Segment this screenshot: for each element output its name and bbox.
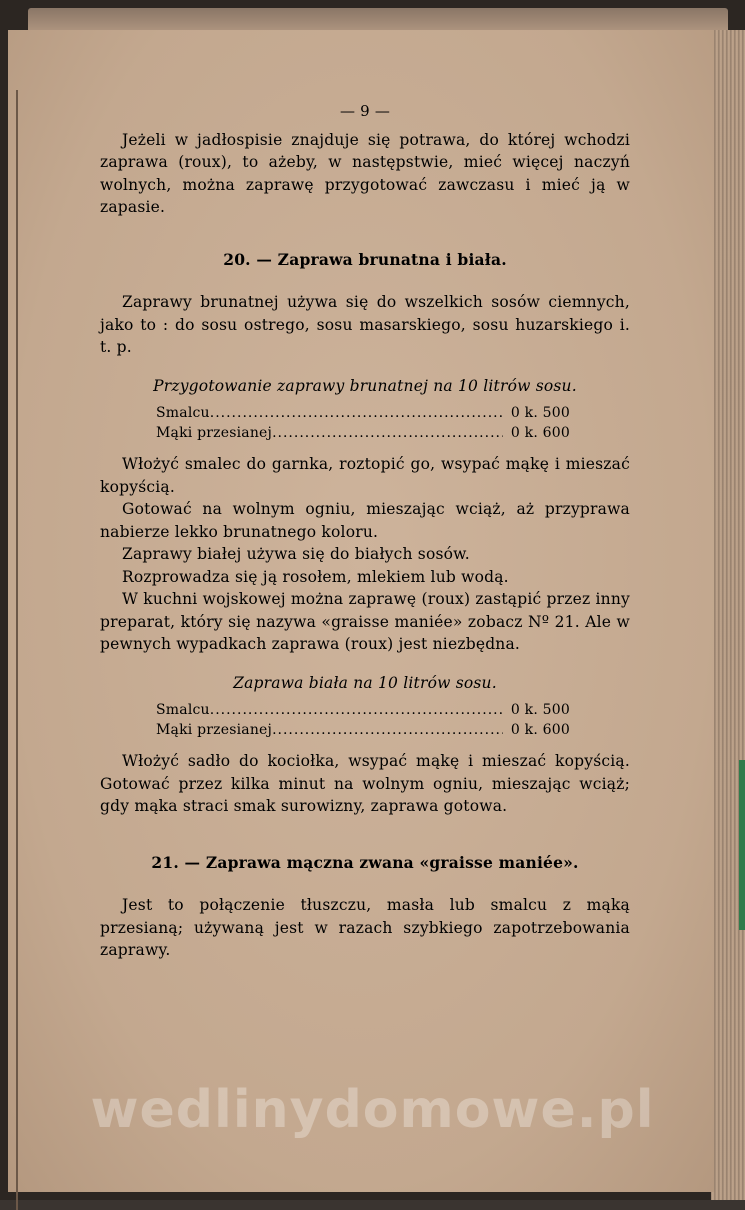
section-21-heading: [100, 852, 630, 875]
ingredient-row: [156, 403, 570, 423]
ingredient-quantity: 0 k. 600: [510, 722, 570, 738]
section-20-heading: [100, 249, 630, 272]
page-gutter: [16, 90, 24, 1210]
page-stack-edge: [711, 30, 745, 1200]
section-20-paragraph-5: Rozprowadza się ją rosołem, mlekiem lub wodą.: [122, 567, 509, 586]
leader-dots: [272, 720, 503, 740]
ingredient-row: [156, 423, 570, 443]
section-20-paragraph-3: Gotować na wolnym ogniu, mieszając wciąż, aż przyprawa nabierze lekko brunatnego koloru.: [100, 500, 630, 541]
bookmark-strip: [739, 760, 745, 930]
section-spacer: [100, 818, 630, 852]
ingredient-name: Smalcu: [156, 702, 210, 718]
section-20-paragraph-2: Włożyć smalec do garnka, roztopić go, wsypać mąkę i mieszać kopyścią.: [100, 455, 630, 496]
section-20-paragraph-1: Zaprawy brunatnej używa się do wszelkich sosów ciemnych, jako to : do sosu ostrego, sosu masarskiego, sosu huzarskiego i. t. p.: [100, 293, 630, 356]
page-content: [100, 100, 630, 962]
recipe-white-ingredients: [156, 700, 630, 740]
recipe-white-title: Zaprawa biała na 10 litrów sosu.: [233, 673, 497, 692]
ingredient-quantity: 0 k. 500: [510, 702, 570, 718]
ingredient-quantity: 0 k. 600: [510, 425, 570, 441]
section-21-paragraph-1: Jest to połączenie tłuszczu, masła lub smalcu z mąką przesianą; używaną jest w razach szybkiego zapotrzebowania zaprawy.: [100, 896, 630, 959]
leader-dots: [272, 423, 503, 443]
recipe-brown-ingredients: [156, 403, 630, 443]
section-20-paragraph-4: Zaprawy białej używa się do białych sosów.: [122, 545, 470, 563]
ingredient-quantity: 0 k. 500: [510, 405, 570, 421]
section-21-number: 21.: [151, 852, 179, 872]
section-21-title: — Zaprawa mączna zwana «graisse maniée».: [184, 852, 579, 872]
ingredient-name: Mąki przesianej: [156, 425, 273, 441]
ingredient-row: [156, 720, 570, 740]
page-number: — 9 —: [339, 102, 391, 120]
section-20-paragraph-7: Włożyć sadło do kociołka, wsypać mąkę i mieszać kopyścią. Gotować przez kilka minut na wolnym ogniu, mieszając wciąż; gdy mąka straci smak surowizny, zaprawa gotowa.: [100, 752, 630, 815]
leader-dots: [210, 403, 503, 423]
leader-dots: [210, 700, 503, 720]
section-20-paragraph-6: W kuchni wojskowej można zaprawę (roux) zastąpić przez inny preparat, który się nazywa «graisse maniée» zobacz Nº 21. Ale w pewnych wypadkach zaprawa (roux) jest niezbędna.: [100, 590, 630, 653]
section-20-title: — Zaprawa brunatna i biała.: [256, 249, 507, 269]
ingredient-name: Smalcu: [156, 405, 210, 421]
ingredient-row: [156, 700, 570, 720]
site-watermark: wedlinydomowe.pl: [90, 1080, 655, 1140]
ingredient-name: Mąki przesianej: [156, 722, 273, 738]
intro-paragraph: Jeżeli w jadłospisie znajduje się potrawa, do której wchodzi zaprawa (roux), to ażeby, w następstwie, mieć więcej naczyń wolnych, można zaprawę przygotować zawczasu i mieć ją w zapasie.: [100, 130, 630, 216]
recipe-brown-title: Przygotowanie zaprawy brunatnej na 10 litrów sosu.: [153, 376, 577, 395]
section-20-number: 20.: [223, 249, 251, 269]
